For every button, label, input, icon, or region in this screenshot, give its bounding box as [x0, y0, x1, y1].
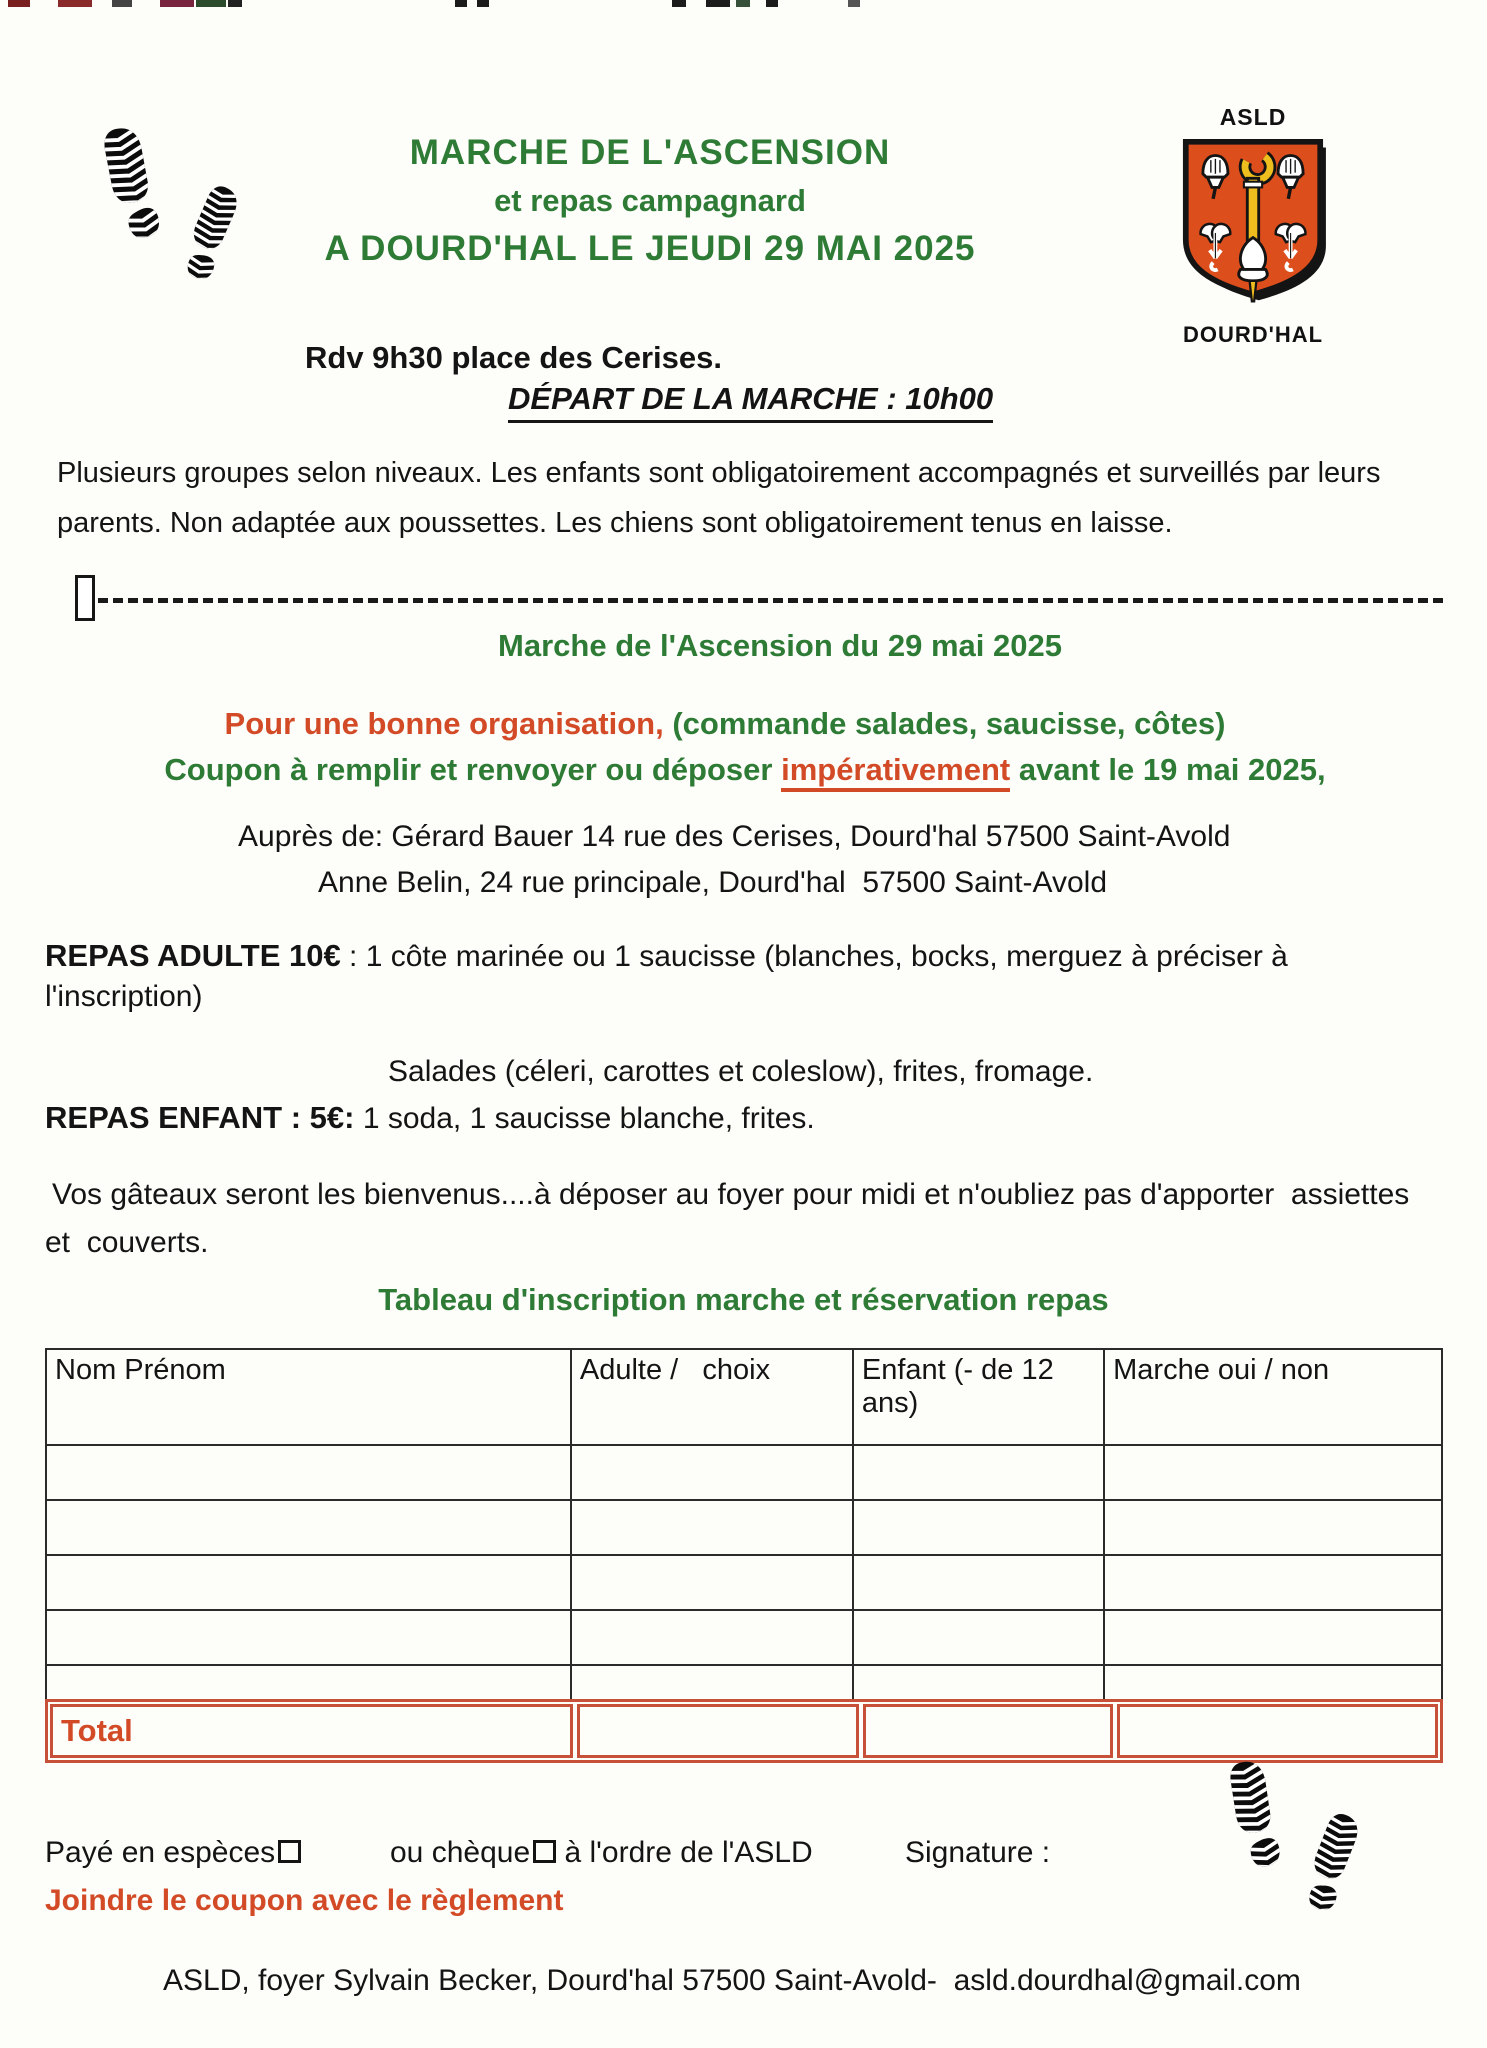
col-header-adulte-choix: Adulte / choix — [571, 1349, 853, 1445]
join-coupon-note: Joindre le coupon avec le règlement — [45, 1884, 564, 1917]
child-meal-label: REPAS ENFANT : 5€: — [45, 1100, 355, 1135]
table-empty-cell[interactable] — [853, 1500, 1104, 1555]
coupon-heading: Marche de l'Ascension du 29 mai 2025 — [498, 628, 1062, 663]
payment-cash-label: Payé en espèces — [45, 1836, 276, 1869]
coupon-instruction-part1: Coupon à remplir et renvoyer ou déposer — [164, 752, 782, 787]
organisation-red-text: Pour une bonne organisation, — [224, 706, 664, 741]
table-empty-row — [46, 1500, 1442, 1555]
crest-top-label: ASLD — [1219, 104, 1287, 130]
table-empty-cell[interactable] — [571, 1500, 853, 1555]
table-empty-cell[interactable] — [1104, 1500, 1442, 1555]
payment-order-label: à l'ordre de l'ASLD — [556, 1836, 813, 1869]
contact-address-2: Anne Belin, 24 rue principale, Dourd'hal 57500 Saint-Avold — [318, 866, 1108, 899]
table-empty-cell[interactable] — [46, 1445, 571, 1500]
signature-label: Signature : — [905, 1836, 1051, 1869]
intro-paragraph: Plusieurs groupes selon niveaux. Les enfants sont obligatoirement accompagnés et surveillés par leurs parents. Non adaptée aux poussettes. Les chiens sont obligatoirement tenus en laisse. — [57, 457, 1381, 539]
payment-cheque — [390, 1836, 813, 1870]
table-empty-cell[interactable] — [46, 1610, 571, 1665]
organisation-green-text: (commande salades, saucisse, côtes) — [663, 706, 1226, 741]
adult-meal-line — [45, 932, 1375, 981]
table-empty-cell[interactable] — [1104, 1610, 1442, 1665]
table-empty-cell[interactable] — [46, 1500, 571, 1555]
total-label: Total — [61, 1713, 133, 1748]
event-title-line2: et repas campagnard — [494, 182, 806, 218]
adult-meal-text: : 1 côte marinée ou 1 saucisse (blanches, bocks, merguez à préciser à — [340, 940, 1288, 973]
event-title-line3: A DOURD'HAL LE JEUDI 29 MAI 2025 — [324, 228, 976, 268]
adult-meal-text-2: l'inscription) — [45, 980, 203, 1013]
crest-bottom-label: DOURD'HAL — [1182, 322, 1324, 347]
table-empty-cell[interactable] — [571, 1610, 853, 1665]
imperativement-text: impérativement — [781, 752, 1010, 792]
cash-checkbox[interactable] — [278, 1840, 301, 1863]
table-empty-row — [46, 1445, 1442, 1500]
table-empty-cell[interactable] — [853, 1555, 1104, 1610]
payment-cash — [45, 1836, 301, 1870]
event-title-block — [240, 128, 1060, 274]
adult-meal-label: REPAS ADULTE 10€ — [45, 938, 341, 973]
table-empty-cell[interactable] — [853, 1610, 1104, 1665]
bootprints-bottom-right-icon — [1205, 1750, 1415, 1972]
total-cell-enfant — [863, 1704, 1114, 1758]
cheque-checkbox[interactable] — [533, 1840, 556, 1863]
cakes-line-2: et couverts. — [45, 1226, 209, 1259]
table-empty-cell[interactable] — [46, 1555, 571, 1610]
coat-of-arms-shield-icon — [1167, 135, 1339, 315]
coupon-instruction-line — [65, 752, 1425, 788]
total-label-cell — [50, 1704, 573, 1758]
event-title-line1: MARCHE DE L'ASCENSION — [409, 133, 891, 172]
depart-line: DÉPART DE LA MARCHE : 10h00 — [508, 381, 993, 423]
total-cell-adulte — [577, 1704, 858, 1758]
signup-table-body — [46, 1349, 1442, 1720]
table-empty-cell[interactable] — [853, 1445, 1104, 1500]
table-empty-row — [46, 1610, 1442, 1665]
payment-cheque-label: ou chèque — [390, 1836, 531, 1869]
col-header-enfant: Enfant (- de 12 ans) — [853, 1349, 1104, 1445]
cakes-line-1: Vos gâteaux seront les bienvenus....à déposer au foyer pour midi et n'oubliez pas d'apporter assiettes — [52, 1178, 1410, 1211]
child-meal-text: 1 soda, 1 saucisse blanche, frites. — [354, 1102, 815, 1135]
table-empty-cell[interactable] — [1104, 1555, 1442, 1610]
table-heading: Tableau d'inscription marche et réservation repas — [378, 1282, 1109, 1317]
col-header-marche: Marche oui / non — [1104, 1349, 1442, 1445]
table-empty-row — [46, 1555, 1442, 1610]
adult-meal-sides: Salades (céleri, carottes et coleslow), frites, fromage. — [388, 1055, 1094, 1088]
scissors-placeholder-icon — [75, 575, 95, 621]
child-meal-line — [45, 1100, 815, 1136]
table-empty-cell[interactable] — [571, 1445, 853, 1500]
rdv-line: Rdv 9h30 place des Cerises. — [305, 340, 723, 375]
table-empty-cell[interactable] — [571, 1555, 853, 1610]
table-header-row — [46, 1349, 1442, 1445]
organisation-line — [60, 706, 1390, 742]
asld-crest — [1138, 104, 1368, 348]
col-header-nom-prenom: Nom Prénom — [46, 1349, 571, 1445]
cut-here-dashed-line — [98, 598, 1443, 603]
contact-address-1: Auprès de: Gérard Bauer 14 rue des Cerises, Dourd'hal 57500 Saint-Avold — [238, 820, 1231, 853]
footer-contact-line: ASLD, foyer Sylvain Becker, Dourd'hal 57500 Saint-Avold- asld.dourdhal@gmail.com — [163, 1964, 1301, 1997]
table-empty-cell[interactable] — [1104, 1445, 1442, 1500]
signup-table — [45, 1348, 1443, 1721]
coupon-instruction-part2: avant le 19 mai 2025, — [1010, 752, 1326, 787]
